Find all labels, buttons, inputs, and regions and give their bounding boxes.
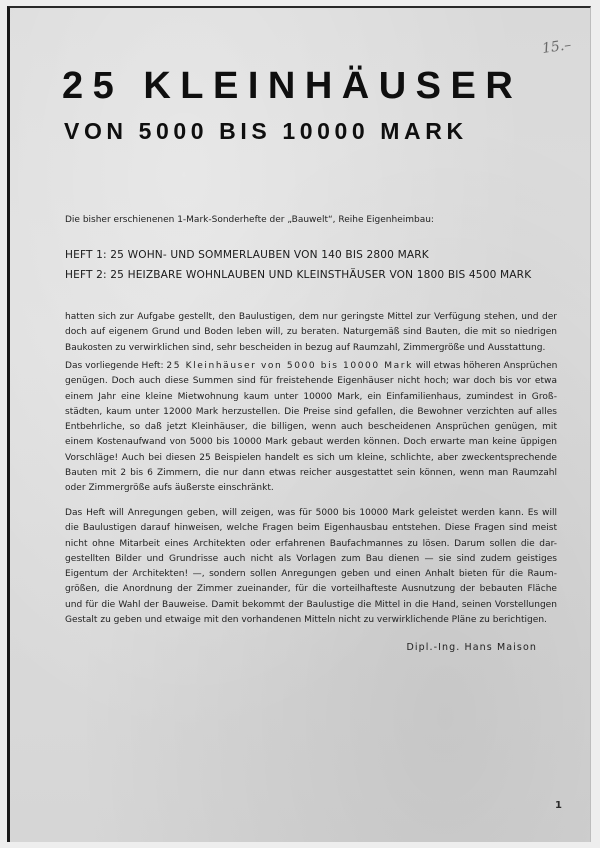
paragraph-line: hatten sich zur Aufgabe gestellt, den Baulustigen, dem nur geringste Mittel zur Verfügung stehen, und der — [65, 312, 557, 322]
title-subtitle: VON 5000 BIS 10000 MARK — [64, 118, 468, 144]
paragraph-line: und für die Wahl der Bauweise. Damit bekommt der Baulustige die Mittel in die Hand, seinen Vorstellungen — [65, 599, 557, 610]
paragraph-line: städten, kaum unter 12000 Mark herzustellen. Die Preise sind gefallen, die Bewohner verzichten auf alles — [65, 406, 557, 417]
text-run: will etwas höheren Ansprüchen — [412, 361, 558, 371]
page-number: 1 — [555, 800, 562, 811]
paragraph-line: oder Zimmergröße aufs äußerste einschränkt. — [65, 483, 274, 494]
paragraph-line: größen, die Anordnung der Zimmer zueinander, für die vorteilhafteste Ausnutzung der bebauten Fläche — [65, 584, 557, 595]
title-main: 25 KLEINHÄUSER — [62, 65, 523, 107]
author-signature: Dipl.-Ing. Hans Maison — [406, 642, 537, 653]
paragraph-line: gestellten Bilder und Grundrisse auch nicht als Vorlagen zum Bau dienen — sie sind zudem geistiges — [65, 553, 557, 564]
paragraph-line: genügen. Doch auch diese Summen sind für freistehende Eigenhäuser nicht hoch; war doch bis vor etwa — [65, 376, 557, 387]
paragraph-line: Bauten mit 2 bis 6 Zimmern, die nur dann etwas reicher ausgestattet sein können, wenn man Raumzahl — [65, 468, 557, 479]
scanned-page — [7, 6, 591, 842]
text-run: Das vorliegende Heft: — [65, 361, 167, 371]
paragraph-line: Das Heft will Anregungen geben, will zeigen, was für 5000 bis 10000 Mark geleistet werden kann. Es will — [65, 508, 557, 518]
paragraph-line: Vorschläge! Auch bei diesen 25 Beispielen handelt es sich um kleine, schlichte, aber zweckentsprechende — [65, 452, 557, 463]
paragraph-line: nicht ohne Mitarbeit eines Architekten oder erfahrenen Baufachmannes zu lösen. Darum sollen die dar- — [65, 538, 557, 549]
paragraph-line: einem Jahr eine kleine Mietwohnung kaum unter 10000 Mark, ein Einfamilienhaus, zumindest in Groß- — [65, 391, 557, 402]
paragraph-line: doch auf eigenem Grund und Boden leben will, zu beraten. Naturgemäß sind Bauten, die mit so niedrigen — [65, 327, 557, 338]
paragraph-line: Eigentum der Architekten! —, sondern sollen Anregungen geben und einen Anhalt bieten für die Raum- — [65, 569, 557, 580]
paragraph-line: die Baulustigen darauf hinweisen, welche Fragen beim Eigenhausbau entstehen. Diese Fragen sind meist — [65, 523, 557, 534]
paragraph-line: einem Kostenaufwand von 5000 bis 10000 Mark gebaut werden können. Doch erwarte man keine üppigen — [65, 437, 557, 448]
paragraph-line: Entbehrliche, so daß jetzt Kleinhäuser, die billigen, wenn auch bescheidenen Ansprüchen genügen, mit — [65, 422, 557, 433]
paragraph-3 — [65, 506, 557, 628]
paragraph-line: Baukosten zu verwirklichen sind, sehr bescheiden in bezug auf Raumzahl, Zimmergröße und Ausstattung. — [65, 342, 546, 353]
emphasized-title-run: 25 Kleinhäuser von 5000 bis 10000 Mark — [166, 361, 413, 371]
paragraph-line: Gestalt zu geben und etwaige mit den vorhandenen Mitteln nicht zu verwirklichende Pläne zu berichtigen. — [65, 615, 547, 626]
paragraph-line — [65, 359, 557, 374]
paragraph-2 — [65, 359, 557, 497]
paragraph-1 — [65, 310, 557, 356]
handwritten-price-note: 15.– — [541, 37, 573, 57]
intro-text: Die bisher erschienenen 1-Mark-Sonderhefte der „Bauwelt“, Reihe Eigenheimbau: — [65, 215, 434, 225]
previous-issue-1: HEFT 1: 25 WOHN- UND SOMMERLAUBEN VON 140 BIS 2800 MARK — [65, 249, 429, 261]
previous-issue-2: HEFT 2: 25 HEIZBARE WOHNLAUBEN UND KLEINSTHÄUSER VON 1800 BIS 4500 MARK — [65, 269, 532, 281]
